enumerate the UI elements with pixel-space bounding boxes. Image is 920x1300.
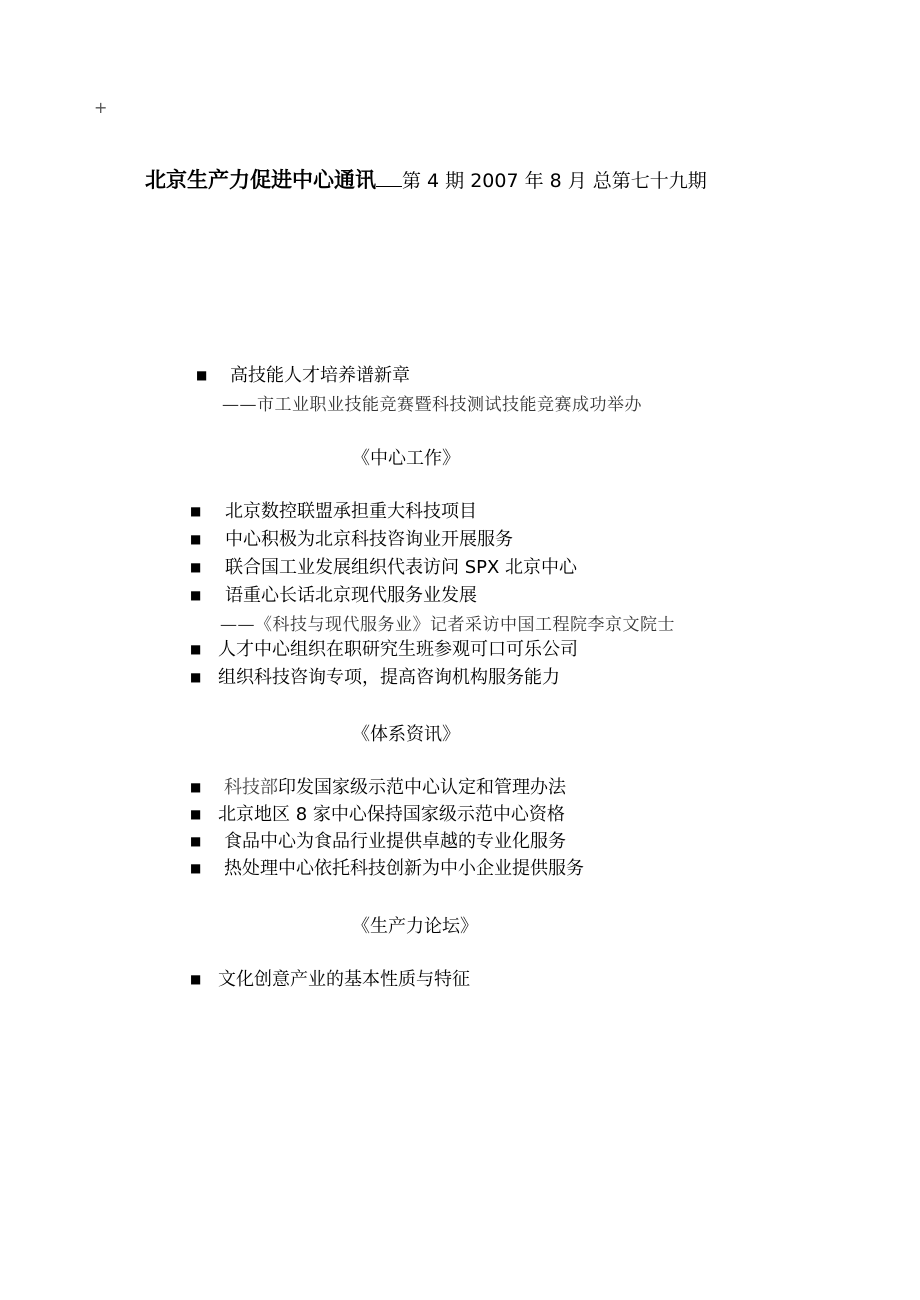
list-item-text: 食品中心为食品行业提供卓越的专业化服务 bbox=[224, 831, 566, 852]
list-item[interactable] bbox=[190, 776, 566, 799]
list-item-text: 语重心长话北京现代服务业发展 bbox=[225, 585, 477, 606]
interview-subtitle: ——《科技与现代服务业》记者采访中国工程院李京文院士 bbox=[220, 615, 675, 635]
feature-subtitle: ——市工业职业技能竞赛暨科技测试技能竞赛成功举办 bbox=[222, 395, 642, 415]
bullet-icon: ■ bbox=[190, 670, 202, 684]
list-item[interactable] bbox=[190, 584, 477, 607]
section-title-productivity-forum: 《生产力论坛》 bbox=[352, 916, 478, 937]
list-item-text: 人才中心组织在职研究生班参观可口可乐公司 bbox=[218, 639, 578, 660]
bullet-icon: ■ bbox=[190, 861, 202, 875]
newsletter-title bbox=[145, 164, 707, 194]
list-item-text: 热处理中心依托科技创新为中小企业提供服务 bbox=[224, 858, 584, 879]
bullet-icon: ■ bbox=[190, 834, 202, 848]
list-item-text: 文化创意产业的基本性质与特征 bbox=[218, 969, 470, 990]
feature-headline[interactable] bbox=[196, 364, 410, 387]
list-item[interactable] bbox=[190, 500, 477, 523]
bullet-icon: ■ bbox=[190, 972, 202, 986]
list-item-text: 印发国家级示范中心认定和管理办法 bbox=[278, 777, 566, 798]
list-item[interactable] bbox=[190, 666, 560, 689]
bullet-icon: ■ bbox=[190, 807, 202, 821]
bullet-icon: ■ bbox=[190, 504, 202, 518]
bullet-icon: ■ bbox=[190, 532, 202, 546]
anchor-mark: + bbox=[94, 98, 108, 117]
bullet-icon: ■ bbox=[190, 560, 202, 574]
bullet-icon: ■ bbox=[190, 642, 202, 656]
list-item[interactable] bbox=[190, 857, 584, 880]
list-item-text: 中心积极为北京科技咨询业开展服务 bbox=[225, 529, 513, 550]
list-item-prefix: 科技部 bbox=[224, 777, 278, 798]
section-title-center-work: 《中心工作》 bbox=[352, 448, 460, 469]
title-issue: 第 4 期 2007 年 8 月 总第七十九期 bbox=[402, 170, 707, 192]
list-item[interactable] bbox=[190, 638, 578, 661]
title-main: 北京生产力促进中心通讯 bbox=[145, 168, 376, 192]
list-item[interactable] bbox=[190, 830, 566, 853]
feature-headline-text: 高技能人才培养谱新章 bbox=[230, 365, 410, 386]
bullet-icon: ■ bbox=[196, 368, 208, 382]
list-item[interactable] bbox=[190, 528, 513, 551]
list-item[interactable] bbox=[190, 803, 565, 826]
title-underline bbox=[376, 167, 402, 187]
list-item-text: 联合国工业发展组织代表访问 SPX 北京中心 bbox=[225, 557, 578, 578]
list-item-text: 北京地区 8 家中心保持国家级示范中心资格 bbox=[218, 804, 565, 825]
bullet-icon: ■ bbox=[190, 780, 202, 794]
list-item[interactable] bbox=[190, 556, 577, 579]
list-item-text: 组织科技咨询专项，提高咨询机构服务能力 bbox=[218, 667, 560, 688]
section-title-system-news: 《体系资讯》 bbox=[352, 724, 460, 745]
list-item[interactable] bbox=[190, 968, 470, 991]
list-item-text: 北京数控联盟承担重大科技项目 bbox=[225, 501, 477, 522]
bullet-icon: ■ bbox=[190, 588, 202, 602]
